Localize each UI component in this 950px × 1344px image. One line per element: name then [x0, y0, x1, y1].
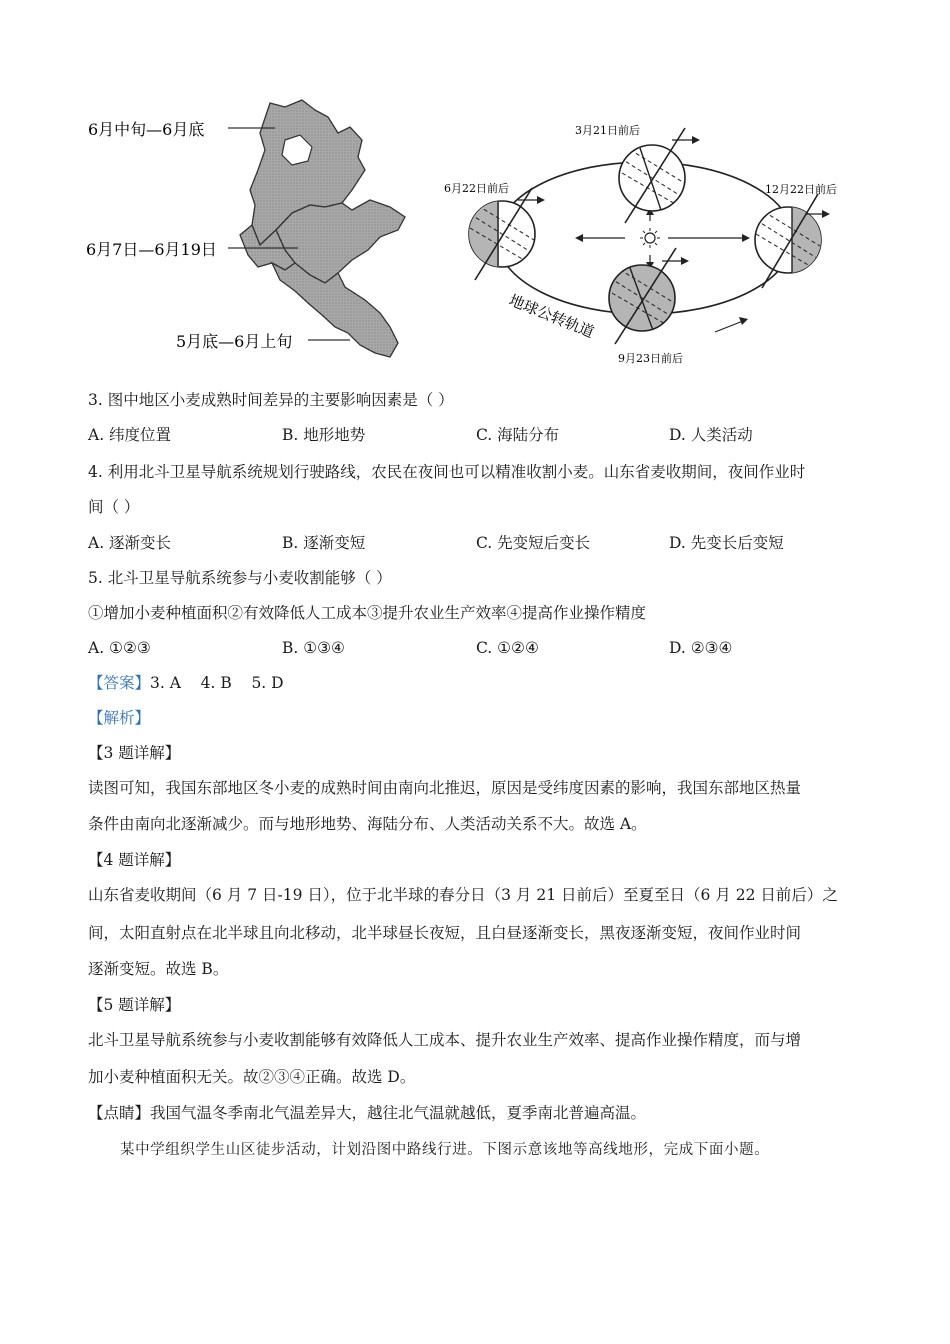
detail-5-line1: 北斗卫星导航系统参与小麦收割能够有效降低人工成本、提升农业生产效率、提高作业操作精度，而与增 [88, 1031, 802, 1049]
earth-orbit-diagram [440, 118, 860, 370]
q3-option-b: B. 地形地势 [282, 426, 366, 444]
q4-option-c: C. 先变短后变长 [476, 534, 591, 552]
q4-option-d: D. 先变长后变短 [669, 534, 784, 552]
q3-option-c: C. 海陆分布 [476, 426, 560, 444]
next-section-intro: 某中学组织学生山区徒步活动，计划沿图中路线行进。下图示意该地等高线地形，完成下面小题。 [120, 1142, 770, 1158]
q5-option-d: D. ②③④ [669, 639, 733, 657]
orbit-direction-arrow [715, 321, 743, 332]
map-label-north: 6月中旬—6月底 [88, 120, 205, 139]
label-june: 6月22日前后 [444, 182, 509, 195]
answer-line [88, 673, 284, 693]
detail-4-line2: 间，太阳直射点在北半球且向北移动，北半球昼长夜短，且白昼逐渐变长，黑夜逐渐变短，夜间作业时间 [88, 924, 802, 942]
detail-5-title: 【5 题详解】 [88, 996, 181, 1014]
answer-tag: 【答案】 [88, 674, 151, 692]
q4-stem-line2: 间（ ） [88, 498, 140, 516]
q5-stem: 5. 北斗卫星导航系统参与小麦收割能够（ ） [88, 569, 392, 587]
q5-option-a: A. ①②③ [88, 639, 151, 657]
dianjing-line [88, 1103, 646, 1123]
wheat-maturity-map [80, 95, 425, 365]
answer-text: 3. A 4. B 5. D [150, 674, 284, 692]
earth-march [619, 128, 700, 223]
earth-june [469, 188, 545, 280]
q3-stem: 3. 图中地区小麦成熟时间差异的主要影响因素是（ ） [88, 391, 454, 409]
dianjing-tag: 【点睛】 [88, 1104, 151, 1122]
q5-option-c: C. ①②④ [476, 639, 539, 657]
orbit-label: 地球公转轨道 [506, 291, 597, 342]
q3-option-a: A. 纬度位置 [88, 426, 172, 444]
detail-3-title: 【3 题详解】 [88, 744, 181, 762]
dianjing-text: 我国气温冬季南北气温差异大，越往北气温就越低，夏季南北普遍高温。 [150, 1104, 647, 1122]
detail-5-line2: 加小麦种植面积无关。故②③④正确。故选 D。 [88, 1068, 416, 1086]
detail-3-line1: 读图可知，我国东部地区冬小麦的成熟时间由南向北推迟，原因是受纬度因素的影响，我国东部地区热量 [88, 779, 802, 797]
q5-statements: ①增加小麦种植面积②有效降低人工成本③提升农业生产效率④提高作业操作精度 [88, 604, 647, 622]
sun-icon [640, 228, 660, 248]
earth-december [755, 194, 830, 288]
q4-option-b: B. 逐渐变短 [282, 534, 366, 552]
q5-option-b: B. ①③④ [282, 639, 345, 657]
q4-option-a: A. 逐渐变长 [88, 534, 172, 552]
label-september: 9月23日前后 [618, 352, 683, 365]
detail-4-line1: 山东省麦收期间（6 月 7 日-19 日），位于北半球的春分日（3 月 21 日前后）至夏至日（6 月 22 日前后）之 [88, 886, 838, 904]
label-march: 3月21日前后 [575, 124, 640, 137]
map-label-south: 5月底—6月上旬 [176, 332, 293, 351]
detail-4-title: 【4 题详解】 [88, 851, 181, 869]
q4-stem-line1: 4. 利用北斗卫星导航系统规划行驶路线，农民在夜间也可以精准收割小麦。山东省麦收期间，夜间作业时 [88, 463, 806, 481]
label-december: 12月22日前后 [765, 183, 837, 196]
map-label-middle: 6月7日—6月19日 [86, 240, 217, 259]
q3-option-d: D. 人类活动 [669, 426, 753, 444]
detail-3-line2: 条件由南向北逐渐减少。而与地形地势、海陆分布、人类活动关系不大。故选 A。 [88, 815, 647, 833]
analysis-tag: 【解析】 [88, 709, 151, 727]
detail-4-line3: 逐渐变短。故选 B。 [88, 960, 229, 978]
